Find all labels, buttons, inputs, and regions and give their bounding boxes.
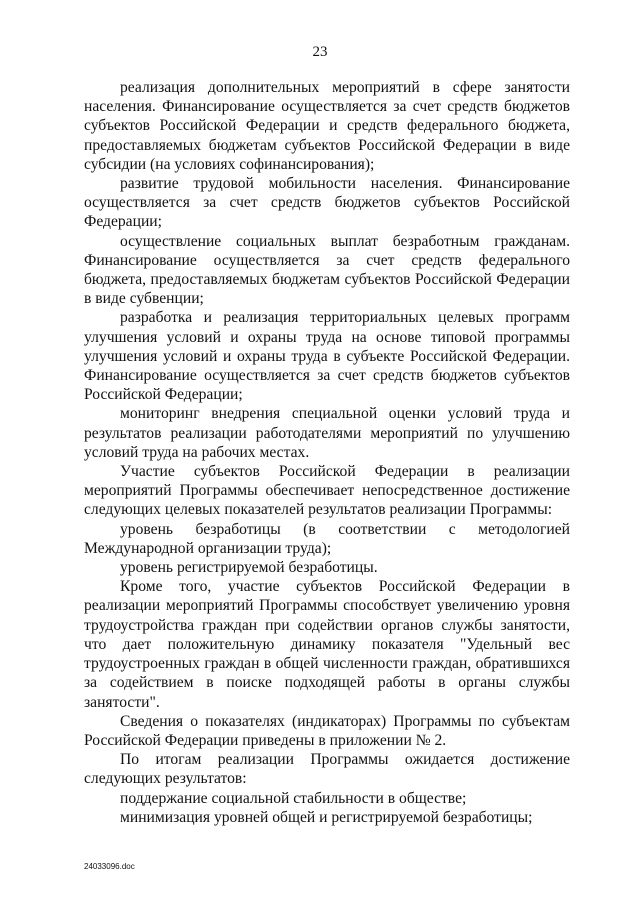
document-body bbox=[84, 78, 570, 827]
paragraph-unemployment-rate-ilo: уровень безработицы (в соответствии с методологией Международной организации труда); bbox=[84, 520, 570, 557]
page-number: 23 bbox=[312, 44, 328, 60]
paragraph-indicators-appendix: Сведения о показателях (индикаторах) Программы по субъектам Российской Федерации приведены в приложении № 2. bbox=[84, 712, 570, 749]
paragraph-unemployment-payments: осуществление социальных выплат безработным гражданам. Финансирование осуществляется за счет средств федерального бюджета, предоставляемых бюджетам субъектов Российской Федерации в виде субвенции; bbox=[84, 232, 570, 308]
paragraph-monitoring: мониторинг внедрения специальной оценки условий труда и результатов реализации работодателями мероприятий по улучшению условий труда на рабочих местах. bbox=[84, 405, 570, 461]
paragraph-registered-unemployment: уровень регистрируемой безработицы. bbox=[120, 559, 378, 577]
paragraph-employment-dynamics: Кроме того, участие субъектов Российской Федерации в реализации мероприятий Программы способствует увеличению уровня трудоустройства граждан при содействии органов службы занятости, что дает положительную динамику показателя "Удельный вес трудоустроенных граждан в общей численности граждан, обратившихся за содействием в поиске подходящей работы в органы службы занятости". bbox=[84, 578, 570, 711]
paragraph-participation: Участие субъектов Российской Федерации в реализации мероприятий Программы обеспечивает непосредственное достижение следующих целевых показателей результатов реализации Программы: bbox=[84, 463, 570, 519]
document-filename: 24033096.doc bbox=[84, 862, 135, 871]
paragraph-minimize-unemployment: минимизация уровней общей и регистрируемой безработицы; bbox=[120, 808, 533, 826]
paragraph-labor-conditions-programs: разработка и реализация территориальных целевых программ улучшения условий и охраны труда на основе типовой программы улучшения условий и охраны труда в субъекте Российской Федерации. Финансирование осуществляется за счет средств бюджетов субъектов Российской Федерации; bbox=[84, 309, 570, 404]
paragraph-social-stability: поддержание социальной стабильности в обществе; bbox=[120, 789, 467, 807]
paragraph-additional-employment-measures: реализация дополнительных мероприятий в сфере занятости населения. Финансирование осуществляется за счет средств бюджетов субъектов Российской Федерации и средств федерального бюджета, предоставляемых бюджетам субъектов Российской Федерации в виде субсидии (на условиях софинансирования); bbox=[84, 79, 570, 173]
paragraph-labor-mobility: развитие трудовой мобильности населения. Финансирование осуществляется за счет средств бюджетов субъектов Российской Федерации; bbox=[84, 175, 570, 231]
paragraph-expected-results: По итогам реализации Программы ожидается достижение следующих результатов: bbox=[84, 751, 570, 788]
